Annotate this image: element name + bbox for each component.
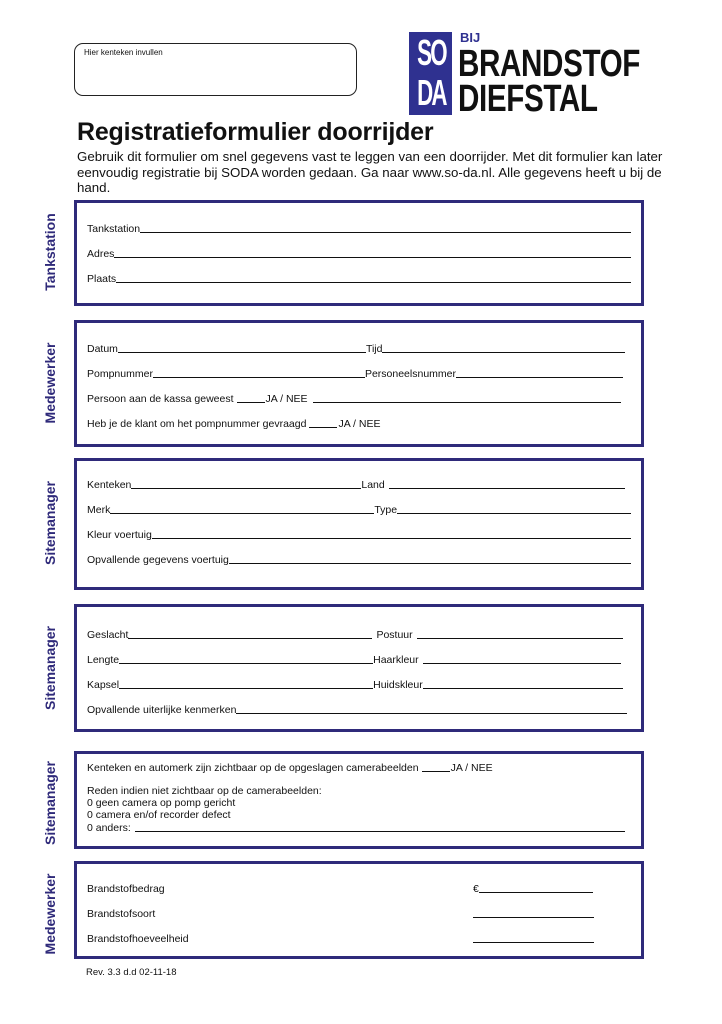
fill-line[interactable] <box>422 771 450 772</box>
field-label: Postuur <box>376 629 413 641</box>
field-label: Pompnummer <box>87 368 153 380</box>
field-label: Tijd <box>365 343 383 355</box>
field-label: Brandstofbedrag <box>87 883 165 895</box>
field-label: 0 anders: <box>87 822 131 834</box>
field-label: Plaats <box>87 273 117 285</box>
fill-line[interactable] <box>116 282 631 283</box>
logo-bij: BIJ <box>460 30 481 45</box>
reason-option-defect[interactable]: 0 camera en/of recorder defect <box>87 809 231 821</box>
field-label: Opvallende gegevens voertuig <box>87 554 229 566</box>
field-label: Geslacht <box>87 629 129 641</box>
field-label: Land <box>361 479 385 491</box>
fill-line[interactable] <box>313 402 621 403</box>
side-label-sitemanager: Sitemanager <box>42 760 58 846</box>
side-label-medewerker: Medewerker <box>42 873 58 955</box>
field-kleur[interactable] <box>87 527 631 541</box>
field-brandstofsoort[interactable] <box>87 906 631 920</box>
reason-option-no-camera[interactable]: 0 geen camera op pomp gericht <box>87 797 236 809</box>
field-label: Adres <box>87 248 115 260</box>
fill-line[interactable] <box>473 917 594 918</box>
field-pomp-personeel[interactable] <box>87 366 631 380</box>
fill-line[interactable] <box>479 892 593 893</box>
page-title: Registratieformulier doorrijder <box>77 118 434 146</box>
field-label: Type <box>374 504 398 516</box>
fill-line[interactable] <box>382 352 625 353</box>
field-label: Lengte <box>87 654 120 666</box>
field-label: Haarkleur <box>373 654 419 666</box>
field-label: Datum <box>87 343 118 355</box>
fill-line[interactable] <box>423 688 623 689</box>
fill-line[interactable] <box>153 377 365 378</box>
fill-line[interactable] <box>473 942 594 943</box>
revision-footer: Rev. 3.3 d.d 02-11-18 <box>86 967 177 978</box>
intro-text: Gebruik dit formulier om snel gegevens vast te leggen van een doorrijder. Met dit formulier kan later eenvoudig registratie bij SODA worden gedaan. Ga naar www.so-da.nl. Alle gegevens heeft u bij de hand. <box>77 149 663 195</box>
field-label: Persoon aan de kassa geweest <box>87 393 234 405</box>
section-sitemanager-vehicle <box>74 458 644 590</box>
field-label: Kenteken <box>87 479 132 491</box>
logo-diefstal: DIEFSTAL <box>458 78 598 120</box>
field-kenmerken[interactable] <box>87 702 631 716</box>
field-label: Opvallende uiterlijke kenmerken <box>87 704 237 716</box>
section-sitemanager-person <box>74 604 644 732</box>
field-label: Merk <box>87 504 111 516</box>
field-plaats[interactable] <box>87 271 631 285</box>
field-brandstofbedrag[interactable] <box>87 881 631 895</box>
field-label: Personeelsnummer <box>364 368 456 380</box>
fill-line[interactable] <box>423 663 621 664</box>
field-opvallend-voertuig[interactable] <box>87 552 631 566</box>
euro-symbol: € <box>473 883 479 895</box>
fill-line[interactable] <box>131 488 361 489</box>
side-label-sitemanager: Sitemanager <box>42 480 58 566</box>
field-adres[interactable] <box>87 246 631 260</box>
fill-line[interactable] <box>417 638 623 639</box>
fill-line[interactable] <box>118 352 366 353</box>
fill-line[interactable] <box>114 257 631 258</box>
license-plate-box[interactable] <box>74 43 357 96</box>
field-brandstofhoeveelheid[interactable] <box>87 931 631 945</box>
field-label: Tankstation <box>87 223 141 235</box>
fill-line[interactable] <box>236 713 627 714</box>
fill-line[interactable] <box>456 377 623 378</box>
section-medewerker-fuel <box>74 861 644 959</box>
field-label: Brandstofhoeveelheid <box>87 933 189 945</box>
field-lengte-haarkleur[interactable] <box>87 652 631 666</box>
side-label-sitemanager: Sitemanager <box>42 625 58 711</box>
side-label-tankstation: Tankstation <box>42 213 58 291</box>
fill-line[interactable] <box>110 513 374 514</box>
fill-line[interactable] <box>128 638 372 639</box>
fill-line[interactable] <box>152 538 631 539</box>
field-label: Huidskleur <box>373 679 423 691</box>
fill-line[interactable] <box>135 831 625 832</box>
fill-line[interactable] <box>140 232 631 233</box>
field-label: Kapsel <box>87 679 120 691</box>
fill-line[interactable] <box>389 488 625 489</box>
soda-logo-block <box>409 32 452 115</box>
section-medewerker <box>74 320 644 447</box>
yes-no-options[interactable]: JA / NEE <box>450 762 493 774</box>
yes-no-options[interactable]: JA / NEE <box>265 393 308 405</box>
fill-line[interactable] <box>229 563 631 564</box>
section-tankstation <box>74 200 644 306</box>
logo-soda-bottom: DA <box>417 72 446 113</box>
fill-line[interactable] <box>309 427 337 428</box>
logo-soda-top: SO <box>417 32 446 73</box>
field-merk-type[interactable] <box>87 502 631 516</box>
license-plate-label: Hier kenteken invullen <box>84 48 163 57</box>
side-label-medewerker: Medewerker <box>42 342 58 424</box>
field-label: Kleur voertuig <box>87 529 152 541</box>
fill-line[interactable] <box>119 663 373 664</box>
field-label: Heb je de klant om het pompnummer gevraagd <box>87 418 307 430</box>
yes-no-options[interactable]: JA / NEE <box>338 418 381 430</box>
field-tankstation[interactable] <box>87 221 631 235</box>
field-kassa[interactable] <box>87 391 631 405</box>
logo-brandstof: BRANDSTOF <box>458 43 641 85</box>
fill-line[interactable] <box>397 513 631 514</box>
reason-option-other[interactable] <box>87 820 631 834</box>
field-camera-visible[interactable] <box>87 760 631 774</box>
fill-line[interactable] <box>119 688 373 689</box>
field-label: Brandstofsoort <box>87 908 156 920</box>
fill-line[interactable] <box>237 402 265 403</box>
field-kenteken-land[interactable] <box>87 477 631 491</box>
section-sitemanager-camera <box>74 751 644 849</box>
field-label: Kenteken en automerk zijn zichtbaar op de opgeslagen camerabeelden <box>87 762 419 774</box>
field-kapsel-huidskleur[interactable] <box>87 677 631 691</box>
field-pompnummer-gevraagd[interactable] <box>87 416 631 430</box>
field-datum-tijd[interactable] <box>87 341 631 355</box>
field-geslacht-postuur[interactable] <box>87 627 631 641</box>
reason-heading: Reden indien niet zichtbaar op de camerabeelden: <box>87 785 322 797</box>
